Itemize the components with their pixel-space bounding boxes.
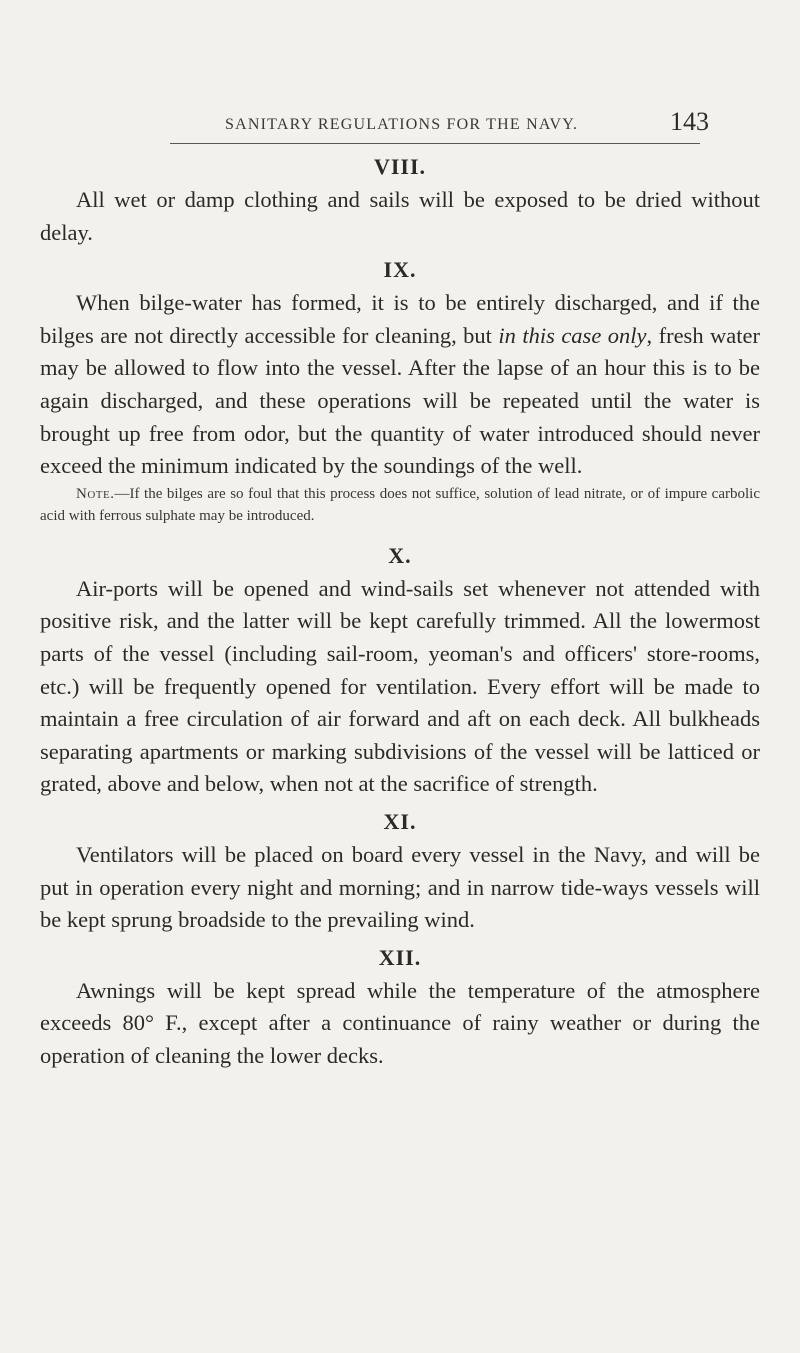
header-rule	[170, 143, 700, 144]
section-heading-xii: XII.	[378, 944, 422, 970]
section-ix-paragraph	[40, 287, 760, 483]
section-heading-x: X.	[388, 542, 412, 568]
section-ix-text-start: When bilge-water has formed, it is to be entirely discharged, and if the bilges are not directly accessible for cleaning, but	[40, 290, 760, 348]
section-heading-viii: VIII.	[373, 154, 427, 179]
section-heading-xi: XI.	[383, 808, 417, 834]
section-ix-italic-phrase: in this case only	[498, 322, 647, 348]
note-label: Note.	[76, 485, 115, 502]
section-xii	[40, 941, 760, 1073]
section-ix-note	[40, 483, 760, 527]
spacer	[40, 527, 760, 539]
section-ix-text-end: , fresh water may be allowed to flow into the vessel. After the lapse of an hour this is to be again discharged, and these operations will be repeated until the water is brought up free from odor, but the quantity of water introduced should never exceed the minimum indicated by the soundings of the well.	[40, 322, 760, 479]
section-x	[40, 539, 760, 801]
note-text: —If the bilges are so foul that this process does not suffice, solution of lead nitrate, or of impure carbolic acid with ferrous sulphate may be introduced.	[40, 485, 760, 524]
section-x-paragraph: Air-ports will be opened and wind-sails set whenever not attended with positive risk, and the latter will be kept carefully trimmed. All the lowermost parts of the vessel (including sail-room, yeoman's and officers' store-rooms, etc.) will be frequently opened for ventilation. Every effort will be made to maintain a free circulation of air forward and aft on each deck. All bulkheads separating apartments or marking subdivisions of the vessel will be latticed or grated, above and below, when not at the sacrifice of strength.	[40, 575, 760, 797]
section-viii-paragraph: All wet or damp clothing and sails will be exposed to be dried without delay.	[40, 187, 760, 245]
body-text	[40, 150, 760, 1072]
section-xii-paragraph: Awnings will be kept spread while the temperature of the atmosphere exceeds 80° F., except after a continuance of rainy weather or during the operation of cleaning the lower decks.	[40, 977, 760, 1068]
section-heading-ix: IX.	[383, 257, 417, 283]
section-xi-paragraph: Ventilators will be placed on board every vessel in the Navy, and will be put in operation every night and morning; and in narrow tide-ways vessels will be kept sprung broadside to the prevailing wind.	[40, 841, 760, 933]
running-title: SANITARY REGULATIONS FOR THE NAVY.	[225, 116, 579, 133]
section-viii	[40, 150, 760, 249]
section-xi	[40, 805, 760, 937]
page-number: 143	[670, 107, 709, 136]
section-ix	[40, 253, 760, 527]
running-head	[0, 92, 800, 136]
